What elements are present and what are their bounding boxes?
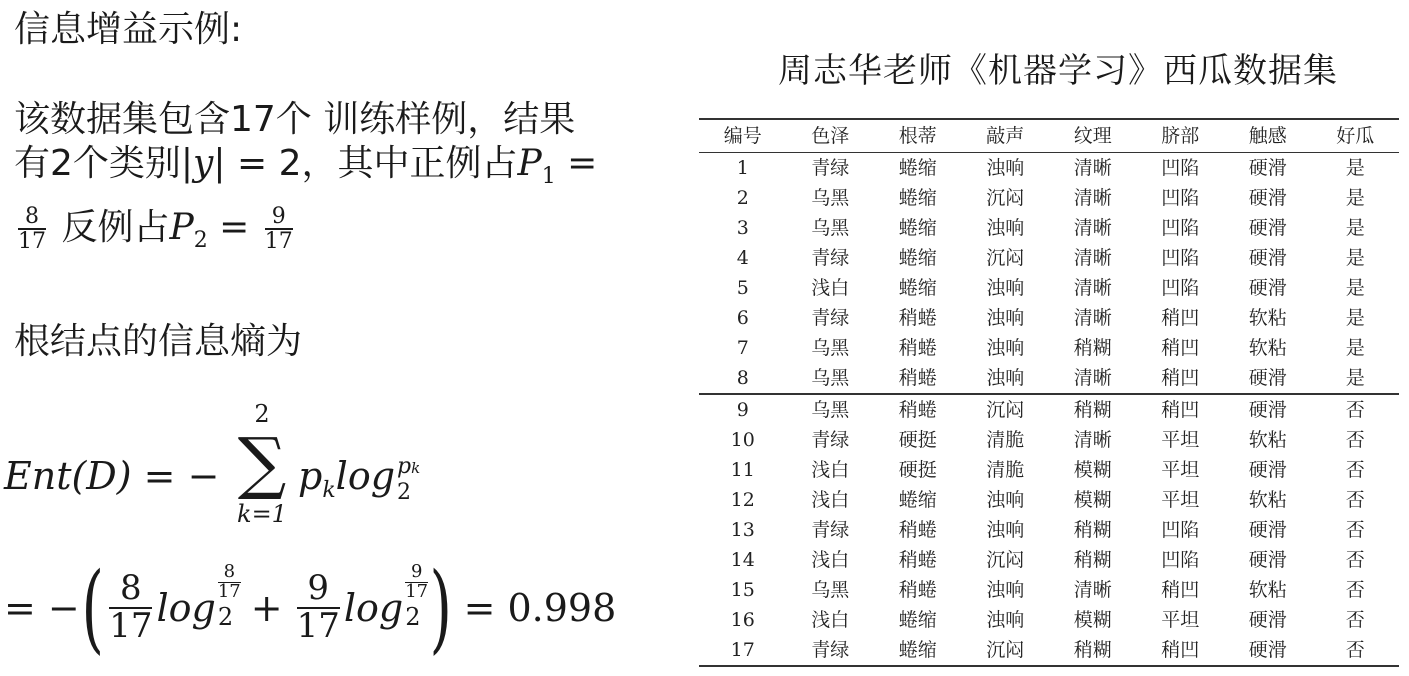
log-b-exp-den: 17: [405, 580, 429, 602]
table-cell-col-navel: 凹陷: [1161, 549, 1200, 571]
table-cell-col-navel: 平坦: [1161, 429, 1200, 451]
fraction-b-den: 17: [296, 606, 340, 646]
p2-subscript: 2: [193, 228, 208, 254]
table-cell-col-root: 蜷缩: [898, 187, 937, 209]
table-cell-col-navel: 稍凹: [1161, 337, 1200, 359]
table-cell-col-touch: 软粘: [1248, 489, 1287, 511]
calc-result: = 0.998: [463, 586, 617, 630]
table-cell-col-navel: 稍凹: [1161, 639, 1200, 661]
table-cell-col-good: 否: [1345, 579, 1365, 601]
fraction-b-num: 9: [297, 571, 340, 609]
table-header-col-root: 根蒂: [898, 125, 937, 147]
table-cell-col-good: 是: [1345, 277, 1365, 299]
table-cell-col-id: 13: [730, 519, 755, 541]
table-cell-col-sound: 浊响: [986, 609, 1025, 631]
table-cell-col-good: 否: [1345, 459, 1365, 481]
fraction-a-den: 17: [109, 606, 153, 646]
table-cell-col-sound: 沉闷: [986, 247, 1025, 269]
table-cell-col-texture: 模糊: [1073, 459, 1112, 481]
table-cell-col-texture: 清晰: [1073, 157, 1112, 179]
entropy-calculation: [4, 548, 684, 668]
table-cell-col-id: 12: [730, 489, 755, 511]
table-cell-col-id: 5: [736, 277, 749, 299]
table-header-col-touch: 触感: [1248, 125, 1287, 147]
log-superscript: [397, 453, 421, 479]
table-cell-col-sound: 浊响: [986, 489, 1025, 511]
table-cell-col-color: 乌黑: [811, 337, 850, 359]
table-cell-col-id: 14: [730, 549, 755, 571]
table-cell-col-color: 青绿: [811, 429, 850, 451]
table-cell-col-root: 蜷缩: [898, 277, 937, 299]
table-cell-col-navel: 凹陷: [1161, 217, 1200, 239]
table-cell-col-color: 青绿: [811, 247, 850, 269]
table-cell-col-id: 7: [736, 337, 749, 359]
log-a-exp-den: 17: [217, 580, 241, 602]
table-cell-col-id: 11: [730, 459, 755, 481]
fraction-b: [296, 568, 340, 646]
table-row: [699, 455, 1399, 485]
table-cell-col-navel: 平坦: [1161, 459, 1200, 481]
table-cell-col-touch: 软粘: [1248, 337, 1287, 359]
table-cell-col-root: 蜷缩: [898, 247, 937, 269]
table-cell-col-navel: 凹陷: [1161, 277, 1200, 299]
table-cell-col-id: 9: [736, 399, 749, 421]
description-text: 反例占: [50, 207, 170, 249]
table-cell-col-root: 稍蜷: [898, 307, 937, 329]
calculation-row: [4, 548, 616, 668]
table-cell-col-color: 乌黑: [811, 217, 850, 239]
table-cell-col-color: 浅白: [811, 277, 850, 299]
table-cell-col-texture: 清晰: [1073, 579, 1112, 601]
table-cell-col-texture: 清晰: [1073, 217, 1112, 239]
table-cell-col-sound: 沉闷: [986, 187, 1025, 209]
table-cell-col-color: 浅白: [811, 609, 850, 631]
table-cell-col-id: 4: [736, 247, 749, 269]
table-cell-col-touch: 硬滑: [1248, 187, 1287, 209]
p2-symbol: P: [169, 207, 194, 249]
table-row: [699, 153, 1399, 184]
table-header-col-sound: 敲声: [986, 125, 1025, 147]
table-cell-col-touch: 硬滑: [1248, 519, 1287, 541]
right-paren: ): [429, 552, 453, 664]
table-cell-col-sound: 浊响: [986, 579, 1025, 601]
table-cell-col-good: 是: [1345, 187, 1365, 209]
table-header-row: [699, 119, 1399, 153]
table-header-col-good: 好瓜: [1336, 125, 1375, 147]
table-cell-col-id: 8: [736, 367, 749, 389]
summation-upper-limit: 2: [254, 400, 270, 428]
table-cell-col-good: 否: [1345, 609, 1365, 631]
table-cell-col-root: 硬挺: [898, 459, 937, 481]
table-row: [699, 515, 1399, 545]
table-cell-col-root: 蜷缩: [898, 609, 937, 631]
table-cell-col-good: 否: [1345, 549, 1365, 571]
p-subscript: k: [322, 478, 336, 503]
log-a-exponent: [217, 560, 241, 602]
table-cell-col-touch: 硬滑: [1248, 459, 1287, 481]
table-header-col-color: 色泽: [811, 125, 850, 147]
fraction-denominator: 17: [18, 229, 46, 255]
table-row: [699, 575, 1399, 605]
log-a: log: [156, 586, 216, 630]
table-cell-col-good: 否: [1345, 399, 1365, 421]
table-cell-col-touch: 硬滑: [1248, 549, 1287, 571]
table-cell-col-texture: 稍糊: [1073, 519, 1112, 541]
table-cell-col-color: 浅白: [811, 459, 850, 481]
table-row: [699, 243, 1399, 273]
table-cell-col-id: 15: [730, 579, 755, 601]
table-cell-col-texture: 清晰: [1073, 367, 1112, 389]
table-cell-col-texture: 清晰: [1073, 247, 1112, 269]
table-row: [699, 303, 1399, 333]
table-row: [699, 394, 1399, 425]
table-cell-col-navel: 凹陷: [1161, 157, 1200, 179]
dataset-description: [14, 98, 597, 263]
table-row: [699, 333, 1399, 363]
table-cell-col-touch: 硬滑: [1248, 609, 1287, 631]
table-cell-col-navel: 平坦: [1161, 609, 1200, 631]
table-cell-col-sound: 清脆: [986, 429, 1025, 451]
formula-rhs: [298, 454, 420, 504]
log-superscript-k: k: [411, 458, 421, 477]
table-row: [699, 605, 1399, 635]
table-row: [699, 545, 1399, 575]
table-cell-col-touch: 硬滑: [1248, 367, 1287, 389]
class-count-symbol: |y|: [180, 143, 226, 184]
log-base: 2: [397, 479, 412, 505]
table-cell-col-color: 乌黑: [811, 187, 850, 209]
table-cell-col-sound: 沉闷: [986, 639, 1025, 661]
table-cell-col-color: 浅白: [811, 489, 850, 511]
table-cell-col-good: 是: [1345, 217, 1365, 239]
table-cell-col-root: 稍蜷: [898, 549, 937, 571]
table-cell-col-good: 是: [1345, 307, 1365, 329]
table-cell-col-touch: 硬滑: [1248, 157, 1287, 179]
fraction-positive: [18, 205, 46, 253]
table-header-col-navel: 脐部: [1161, 125, 1200, 147]
description-text: 有2个类别: [14, 143, 181, 184]
table-cell-col-touch: 硬滑: [1248, 277, 1287, 299]
table-cell-col-good: 否: [1345, 519, 1365, 541]
log-a-base: 2: [217, 603, 234, 632]
table-cell-col-good: 是: [1345, 247, 1365, 269]
table-cell-col-texture: 清晰: [1073, 187, 1112, 209]
log-b-base: 2: [405, 603, 421, 632]
table-cell-col-root: 蜷缩: [898, 217, 937, 239]
table-cell-col-color: 乌黑: [811, 579, 850, 601]
table-cell-col-id: 17: [730, 639, 755, 661]
table-cell-col-texture: 清晰: [1073, 277, 1112, 299]
fraction-numerator: 8: [18, 205, 46, 230]
fraction-a: [109, 568, 153, 646]
table-row: [699, 425, 1399, 455]
log-superscript-p: p: [397, 453, 412, 479]
table-cell-col-touch: 硬滑: [1248, 217, 1287, 239]
table-cell-col-touch: 软粘: [1248, 307, 1287, 329]
table-cell-col-color: 乌黑: [811, 399, 850, 421]
table-cell-col-navel: 稍凹: [1161, 307, 1200, 329]
log-b-exp-num: 9: [405, 563, 428, 583]
fraction-negative: [265, 205, 293, 253]
table-cell-col-good: 是: [1345, 337, 1365, 359]
slide-heading: 信息增益示例:: [14, 9, 243, 50]
table-cell-col-color: 浅白: [811, 549, 850, 571]
table-cell-col-root: 硬挺: [898, 429, 937, 451]
table-title: 周志华老师《机器学习》西瓜数据集: [778, 51, 1338, 91]
table-cell-col-root: 稍蜷: [898, 337, 937, 359]
table-cell-col-navel: 凹陷: [1161, 247, 1200, 269]
description-line-2: [14, 142, 597, 199]
table-cell-col-id: 16: [730, 609, 755, 631]
fraction-a-num: 8: [109, 571, 152, 609]
table-row: [699, 485, 1399, 515]
log-a-sup-sub: [217, 560, 241, 632]
log-text: log: [335, 454, 396, 498]
entropy-formula: [4, 400, 484, 550]
table-cell-col-sound: 浊响: [986, 277, 1025, 299]
description-line-1: 该数据集包含17个 训练样例，结果: [14, 99, 576, 140]
table-cell-col-texture: 稍糊: [1073, 399, 1112, 421]
table-header-col-texture: 纹理: [1073, 125, 1112, 147]
summation: [222, 400, 302, 528]
table-cell-col-texture: 清晰: [1073, 429, 1112, 451]
table-cell-col-id: 1: [736, 157, 749, 179]
table-cell-col-good: 是: [1345, 367, 1365, 389]
table-cell-col-touch: 硬滑: [1248, 639, 1287, 661]
table-cell-col-good: 否: [1345, 429, 1365, 451]
table-cell-col-root: 稍蜷: [898, 367, 937, 389]
table-cell-col-sound: 浊响: [986, 157, 1025, 179]
p1-subscript: 1: [541, 164, 556, 189]
log-a-exp-num: 8: [218, 563, 241, 583]
log-b-sup-sub: [405, 560, 429, 632]
table-cell-col-sound: 浊响: [986, 367, 1025, 389]
table-row: [699, 183, 1399, 213]
table-cell-col-root: 稍蜷: [898, 399, 937, 421]
table-cell-col-color: 青绿: [811, 519, 850, 541]
table-cell-col-sound: 浊响: [986, 307, 1025, 329]
table-cell-col-id: 6: [736, 307, 749, 329]
log-b: log: [343, 586, 404, 630]
table-row: [699, 363, 1399, 394]
summation-lower-limit: k=1: [237, 500, 287, 528]
summation-sign: ∑: [237, 424, 287, 503]
table-cell-col-good: 是: [1345, 157, 1365, 179]
table-cell-col-navel: 稍凹: [1161, 367, 1200, 389]
description-line-3: [14, 205, 597, 263]
table-cell-col-color: 青绿: [811, 157, 850, 179]
table-cell-col-touch: 硬滑: [1248, 399, 1287, 421]
plus-sign: +: [250, 586, 283, 630]
equals-sign: =: [207, 207, 261, 249]
table-cell-col-root: 稍蜷: [898, 519, 937, 541]
table-cell-col-root: 蜷缩: [898, 157, 937, 179]
table-row: [699, 273, 1399, 303]
table-cell-col-id: 2: [736, 187, 749, 209]
log-sup-sub: [397, 453, 421, 505]
table-cell-col-sound: 沉闷: [986, 549, 1025, 571]
watermelon-table-wrapper: [699, 118, 1399, 667]
description-text: = 2，其中正例占: [225, 143, 518, 184]
table-cell-col-good: 否: [1345, 489, 1365, 511]
table-cell-col-texture: 清晰: [1073, 307, 1112, 329]
table-cell-col-color: 乌黑: [811, 367, 850, 389]
formula-lhs: [4, 454, 219, 498]
calc-eq-minus: = −: [4, 586, 80, 630]
table-cell-col-sound: 浊响: [986, 519, 1025, 541]
table-cell-col-root: 蜷缩: [898, 639, 937, 661]
table-cell-col-navel: 平坦: [1161, 489, 1200, 511]
left-paren: (: [81, 552, 104, 664]
table-cell-col-sound: 浊响: [986, 337, 1025, 359]
table-cell-col-texture: 稍糊: [1073, 337, 1112, 359]
table-cell-col-good: 否: [1345, 639, 1365, 661]
table-cell-col-navel: 稍凹: [1161, 399, 1200, 421]
table-cell-col-touch: 硬滑: [1248, 247, 1287, 269]
fraction-numerator: 9: [265, 205, 293, 230]
formula-lhs-text: Ent(D) = −: [4, 454, 220, 498]
fraction-denominator: 17: [264, 229, 293, 255]
table-cell-col-id: 3: [736, 217, 749, 239]
table-cell-col-root: 蜷缩: [898, 489, 937, 511]
table-cell-col-id: 10: [730, 429, 755, 451]
table-cell-col-sound: 浊响: [986, 217, 1025, 239]
p-symbol: p: [298, 454, 323, 498]
entropy-label: 根结点的信息熵为: [14, 321, 303, 362]
table-cell-col-color: 青绿: [811, 639, 850, 661]
table-header-col-id: 编号: [723, 125, 762, 147]
p1-symbol: P: [517, 143, 542, 184]
table-cell-col-texture: 稍糊: [1073, 639, 1112, 661]
table-cell-col-texture: 稍糊: [1073, 549, 1112, 571]
watermelon-dataset-table: [699, 118, 1399, 667]
table-cell-col-touch: 软粘: [1248, 429, 1287, 451]
log-b-exponent: [405, 560, 429, 602]
table-cell-col-touch: 软粘: [1248, 579, 1287, 601]
table-row: [699, 635, 1399, 666]
table-cell-col-sound: 沉闷: [986, 399, 1025, 421]
table-cell-col-texture: 模糊: [1073, 489, 1112, 511]
table-cell-col-navel: 凹陷: [1161, 519, 1200, 541]
table-cell-col-navel: 凹陷: [1161, 187, 1200, 209]
table-cell-col-navel: 稍凹: [1161, 579, 1200, 601]
table-cell-col-sound: 清脆: [986, 459, 1025, 481]
table-cell-col-root: 稍蜷: [898, 579, 937, 601]
table-row: [699, 213, 1399, 243]
table-cell-col-texture: 模糊: [1073, 609, 1112, 631]
table-cell-col-color: 青绿: [811, 307, 850, 329]
equals-sign: =: [555, 143, 598, 184]
